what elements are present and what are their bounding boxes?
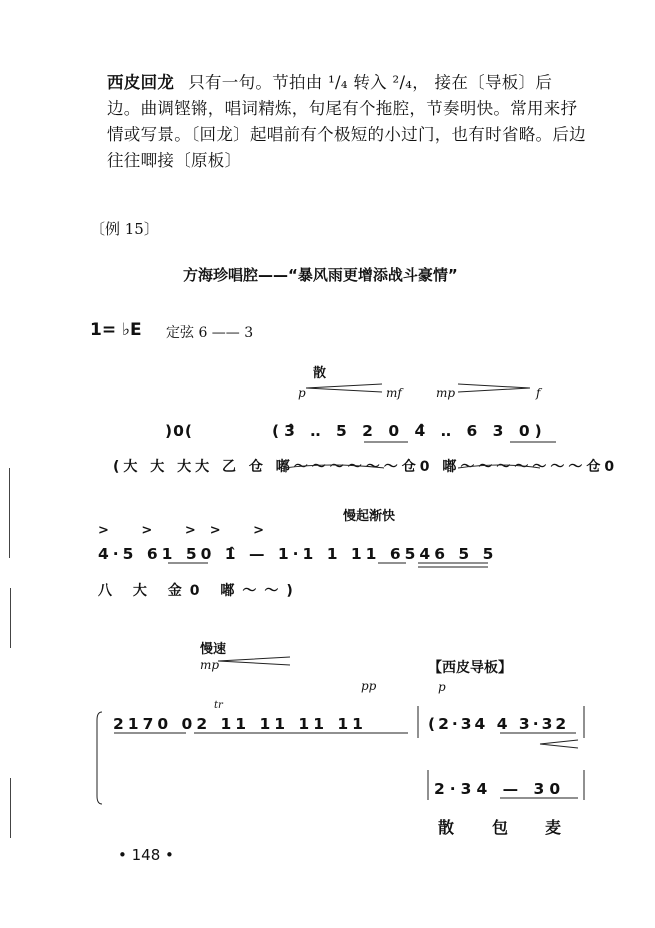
lyric-3: 麦: [545, 818, 562, 837]
scan-edge-mark: [10, 588, 11, 648]
melody-opening: )0(: [165, 422, 193, 440]
notation-system-3: [97, 657, 584, 804]
example-label: 〔例 15〕: [90, 220, 159, 238]
scan-edge-mark: [10, 778, 11, 838]
lyric-1: 散: [438, 818, 455, 837]
melody-line-3-right-lower: 2·34 — 30: [434, 780, 566, 798]
tempo-marking-slow: 慢速: [200, 642, 227, 657]
key-signature: 1= ♭E: [90, 320, 142, 340]
paragraph-line-3: 情或写景。〔回龙〕起唱前有个极短的小过门，也有时省略。后边: [107, 125, 586, 144]
dynamic-mp-2: mp: [200, 658, 220, 672]
tempo-marking-san: 散: [313, 366, 327, 381]
term-xipi-huilong: 西皮回龙: [107, 73, 175, 92]
accent-marks: > > >> >: [98, 523, 279, 538]
melody-line-2: 4·5 61 50 1̂ — 1·1 1 11 6546 5 5: [98, 545, 498, 563]
scan-edge-mark: [9, 468, 10, 558]
hairpins-system-1: [306, 384, 530, 392]
page-number: • 148 •: [118, 846, 174, 864]
dynamic-mp: mp: [436, 386, 456, 400]
example-title: 方海珍唱腔——“暴风雨更增添战斗豪情”: [183, 266, 458, 284]
paragraph-line-4: 往往唧接〔原板〕: [107, 151, 242, 170]
dynamic-p-2: p: [438, 680, 446, 694]
tempo-marking-slow-to-fast: 慢起渐快: [343, 509, 396, 524]
dynamic-f: f: [536, 386, 541, 400]
lyric-2: 包: [492, 818, 509, 837]
underlines-system-2: [168, 563, 488, 567]
percussion-line-1: (大 大 大大 乙 仓 嘟～～～～～～仓0 嘟～～～～～～～仓0: [113, 459, 619, 475]
section-label-xipi-daoban: 【西皮导板】: [428, 660, 512, 676]
percussion-line-2: 八 大 金0 嘟～～): [98, 583, 301, 599]
string-tuning: 定弦 6 —— 3: [166, 325, 254, 341]
paragraph-line-2: 边。曲调铿锵，唱词精炼，句尾有个拖腔，节奏明快。常用来抒: [107, 99, 578, 118]
paragraph-line-1: 西皮回龙 只有一句。节拍由 ¹/₄ 转入 ²/₄， 接在〔导板〕后: [107, 73, 553, 92]
dynamic-mf: mf: [386, 386, 402, 400]
underlines-system-1: [284, 442, 556, 468]
dynamic-pp: pp: [361, 679, 377, 693]
dynamic-p: p: [298, 386, 306, 400]
trill-mark: tr: [214, 700, 223, 711]
melody-line-1: (3̂ ‥ 5 2 0 4̂ ‥ 6 3 0): [272, 422, 547, 440]
melody-line-3-upper: 2170 02 11 11 11 11: [113, 715, 367, 733]
melody-line-3-right-upper: (2·34 4 3·32: [428, 715, 570, 733]
